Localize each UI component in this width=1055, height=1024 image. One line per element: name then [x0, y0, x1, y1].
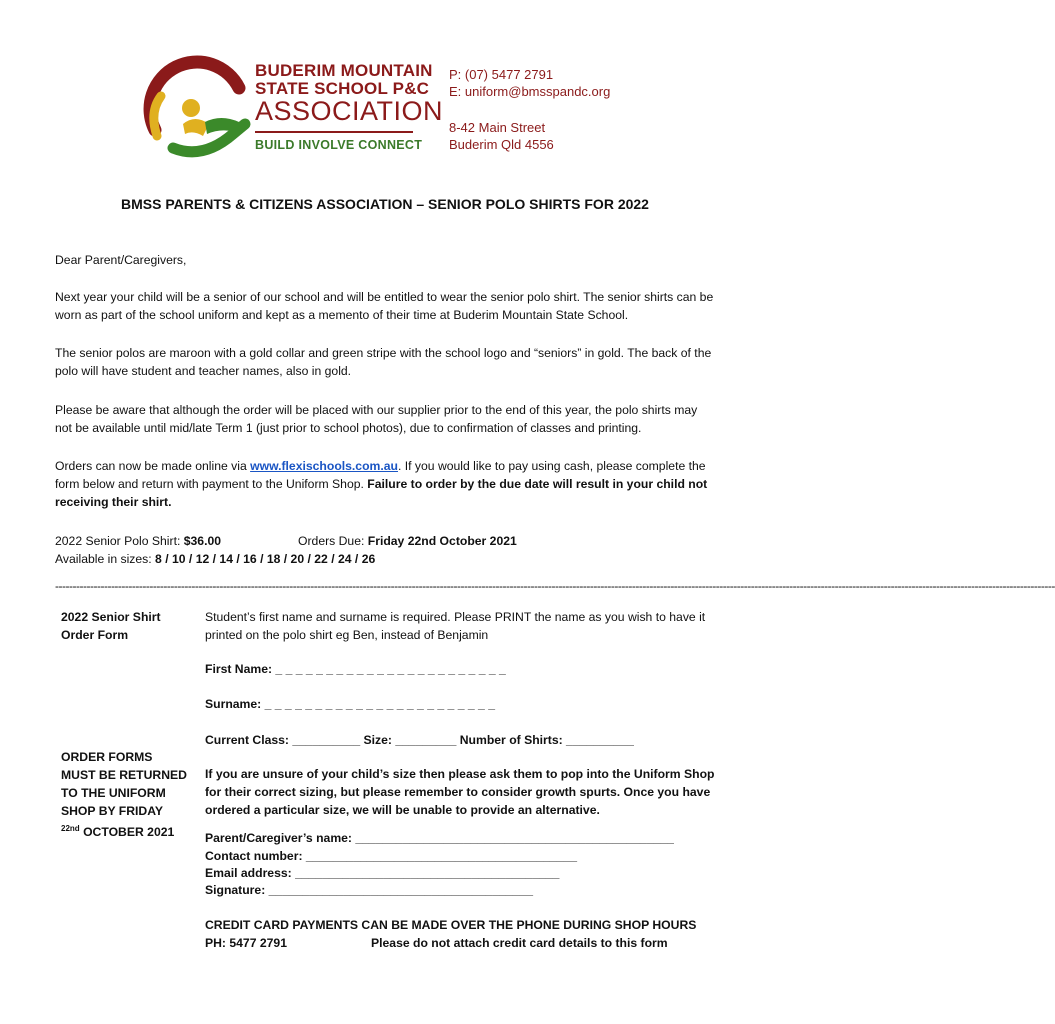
paragraph-text: Please be aware that although the order will be placed with our supplier prior to the end of this year, the polo shirts may not be available until mid/late Term 1 (just prior to school photos), due to confirmation of classes and printing. [55, 403, 698, 435]
contact-address-line2: Buderim Qld 4556 [449, 137, 554, 152]
due-label: Orders Due: [298, 534, 368, 548]
credit-card-warning: Please do not attach credit card details to this form [371, 936, 668, 950]
pc-association-logo [143, 52, 444, 158]
due-date-warning: Failure to order by the due date will result in your child not receiving their shirt. [55, 477, 708, 509]
signature-field[interactable]: Signature: _______________________________________ [205, 883, 533, 897]
email-address-field[interactable]: Email address: _______________________________________ [205, 866, 560, 880]
return-line1: ORDER FORMS [61, 750, 153, 764]
credit-card-phone [205, 934, 717, 952]
sizes-label: Available in sizes: [55, 552, 156, 566]
letter-paragraph-4 [55, 457, 717, 511]
form-title-line2: Order Form [61, 628, 129, 642]
price-label: 2022 Senior Polo Shirt: [55, 534, 184, 548]
price-value: $36.00 [183, 534, 222, 548]
logo-emblem [143, 52, 253, 158]
logo-tagline: BUILD INVOLVE CONNECT [255, 138, 423, 152]
page-title: BMSS PARENTS & CITIZENS ASSOCIATION – SENIOR POLO SHIRTS FOR 2022 [121, 196, 649, 212]
return-line3: TO THE UNIFORM [61, 786, 166, 800]
order-online-text: Orders can now be made online via [55, 459, 251, 473]
paragraph-text: Next year your child will be a senior of our school and will be entitled to wear the senior polo shirt. The senior shirts can be worn as part of the school uniform and kept as a memento of their time at Buderim Mountain State School. [55, 290, 714, 322]
form-title [61, 608, 161, 644]
contact-address-line1: 8-42 Main Street [449, 120, 546, 135]
size-notice: If you are unsure of your child’s size then please ask them to pop into the Uniform Shop for their correct sizing, but please remember to consider growth spurts. Once you have ordered a particular size, we will be unable to provide an alternative. [205, 767, 715, 817]
contact-email: E: uniform@bmsspandc.org [449, 84, 611, 99]
paragraph-text: The senior polos are maroon with a gold collar and green stripe with the school logo and “seniors” in gold. The back of the polo will have student and teacher names, also in gold. [55, 346, 712, 378]
return-date-rest: OCTOBER 2021 [79, 825, 175, 839]
contact-number-field[interactable]: Contact number: ________________________________________ [205, 849, 578, 863]
price-due-line [55, 532, 717, 550]
return-notice [61, 748, 187, 841]
greeting-text: Dear Parent/Caregivers, [55, 253, 187, 267]
logo-title-line2: STATE SCHOOL P&C [255, 79, 430, 98]
due-value: Friday 22nd October 2021 [367, 534, 517, 548]
surname-field[interactable]: Surname: _ _ _ _ _ _ _ _ _ _ _ _ _ _ _ _ _ _ _ _ _ _ _ [205, 697, 495, 711]
class-size-quantity-fields[interactable]: Current Class: __________ Size: _________ Number of Shirts: __________ [205, 733, 634, 747]
logo-title-line1: BUDERIM MOUNTAIN [255, 61, 433, 80]
logo-association: ASSOCIATION [255, 96, 444, 126]
return-line2: MUST BE RETURNED [61, 768, 187, 782]
sizes-line [55, 550, 717, 568]
letter-greeting [55, 251, 717, 269]
shop-phone: PH: 5477 2791 [205, 936, 287, 950]
name-instruction: Student’s first name and surname is required. Please PRINT the name as you wish to have it printed on the polo shirt eg Ben, instead of Benjamin [205, 610, 706, 642]
return-date-number: 22 [61, 824, 70, 833]
return-date-suffix: nd [69, 824, 80, 833]
return-date [61, 820, 187, 841]
form-title-line1: 2022 Senior Shirt [61, 610, 161, 624]
cut-line: ---------------------------------------------------------------------------------------------------------------------------------------------------------------------------------------------------------------------------------------------------------------------------------------------- [55, 579, 1055, 593]
sizes-value: 8 / 10 / 12 / 14 / 16 / 18 / 20 / 22 / 24 / 26 [155, 552, 376, 566]
contact-phone: P: (07) 5477 2791 [449, 67, 554, 82]
letter-paragraph-1 [55, 288, 717, 324]
logo-divider [255, 131, 413, 133]
parent-name-field[interactable]: Parent/Caregiver’s name: _______________________________________________ [205, 831, 674, 845]
flexischools-link[interactable]: www.flexischools.com.au [250, 459, 398, 473]
letter-paragraph-2 [55, 344, 717, 380]
cash-payment-text: . If you would like to pay using cash, please complete the form below and return with payment to the Uniform Shop. [55, 459, 706, 491]
return-line4: SHOP BY FRIDAY [61, 804, 164, 818]
credit-card-notice: CREDIT CARD PAYMENTS CAN BE MADE OVER THE PHONE DURING SHOP HOURS [205, 918, 697, 932]
first-name-field[interactable]: First Name: _ _ _ _ _ _ _ _ _ _ _ _ _ _ _ _ _ _ _ _ _ _ _ [205, 662, 506, 676]
letter-paragraph-3 [55, 401, 717, 437]
